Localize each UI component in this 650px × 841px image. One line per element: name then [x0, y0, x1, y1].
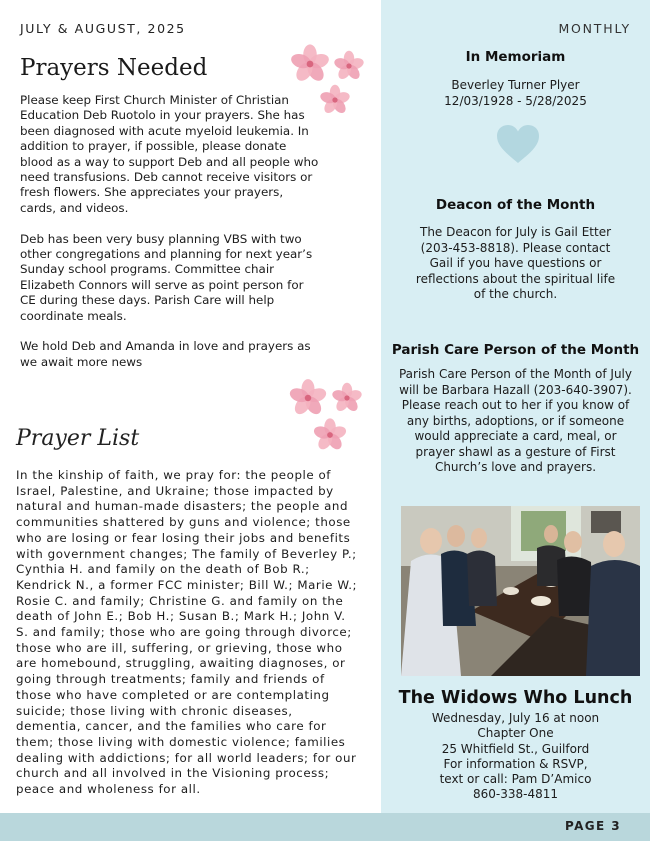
deacon-title: Deacon of the Month [435, 197, 596, 213]
page-number: PAGE 3 [565, 819, 621, 833]
cherry-blossom-icon [286, 372, 366, 454]
heart-icon [496, 124, 540, 164]
lunch-group-photo [401, 506, 640, 676]
widows-lunch-title: The Widows Who Lunch [398, 688, 633, 708]
widows-line: 860-338-4811 [472, 787, 558, 802]
prayers-paragraph: We hold Deb and Amanda in love and prayers as we await more news [20, 339, 311, 369]
widows-line: Chapter One [477, 726, 554, 741]
in-memoriam-text [381, 78, 650, 109]
widows-lunch-details [381, 711, 650, 803]
prayers-paragraph: Deb has been very busy planning VBS with two other congregations and planning for next year’s Sunday school programs. Committee chair Elizabeth Connors will serve as point person for CE during these days. Parish Care will help coordinate meals. [20, 231, 313, 323]
memoriam-dates: 12/03/1928 - 5/28/2025 [444, 93, 587, 108]
issue-date: JULY & AUGUST, 2025 [20, 21, 186, 36]
parish-care-title: Parish Care Person of the Month [391, 342, 640, 358]
section-label: MONTHLY [558, 21, 631, 36]
deacon-text: The Deacon for July is Gail Etter (203-453-8818). Please contact Gail if you have questions or reflections about the spiritual life of the church. [415, 225, 616, 301]
in-memoriam-title: In Memoriam [465, 49, 566, 65]
prayer-list-title: Prayer List [16, 426, 140, 451]
widows-line: For information & RSVP, [443, 756, 588, 771]
widows-line: Wednesday, July 16 at noon [431, 711, 600, 725]
prayers-needed-title: Prayers Needed [20, 55, 208, 81]
prayer-list-body: In the kinship of faith, we pray for: the people of Israel, Palestine, and Ukraine; those impacted by natural and human-made disasters; the people and communities shattered by guns and violence; those who are losing or fear losing their jobs and benefits with government changes; The family of Beverley P.; Cynthia H. and family on the death of Bob R.; Kendrick N., a former FCC minister; Bill W.; Marie W.; Rosie C. and family; Christine G. and family on the death of John E.; Bob H.; Susan B.; Mark H.; John V. S. and family; those who are going through divorce; those who are ill, suffering, or grieving, those who are homebound, struggling, awaiting diagnoses, or going through treatments; family and friends of those who have completed or are contemplating suicide; those living with chronic diseases, dementia, cancer, and the families who care for them; those living with domestic violence; families dealing with addictions; for all world leaders; for our church and all involved in the Visioning process; peace and wholeness for all. [16, 468, 358, 797]
memoriam-name: Beverley Turner Plyer [451, 78, 580, 92]
prayers-needed-body [20, 93, 320, 386]
parish-care-text: Parish Care Person of the Month of July will be Barbara Hazall (203-640-3907). Please reach out to her if you know of any births, adoptions, or if someone would appreciate a card, meal, or prayer shawl as a gesture of First Church’s love and prayers. [398, 367, 632, 474]
widows-line: 25 Whitfield St., Guilford [441, 741, 590, 756]
prayers-paragraph: Please keep First Church Minister of Christian Education Deb Ruotolo in your prayers. She has been diagnosed with acute myeloid leukemia. In addition to prayer, if possible, please donate blood as a way to support Deb and all people who need transfusions. Deb cannot receive visitors or fresh flowers. She appreciates your prayers, cards, and videos. [20, 93, 319, 215]
widows-line: text or call: Pam D’Amico [439, 772, 592, 787]
footer-bar [0, 813, 650, 841]
